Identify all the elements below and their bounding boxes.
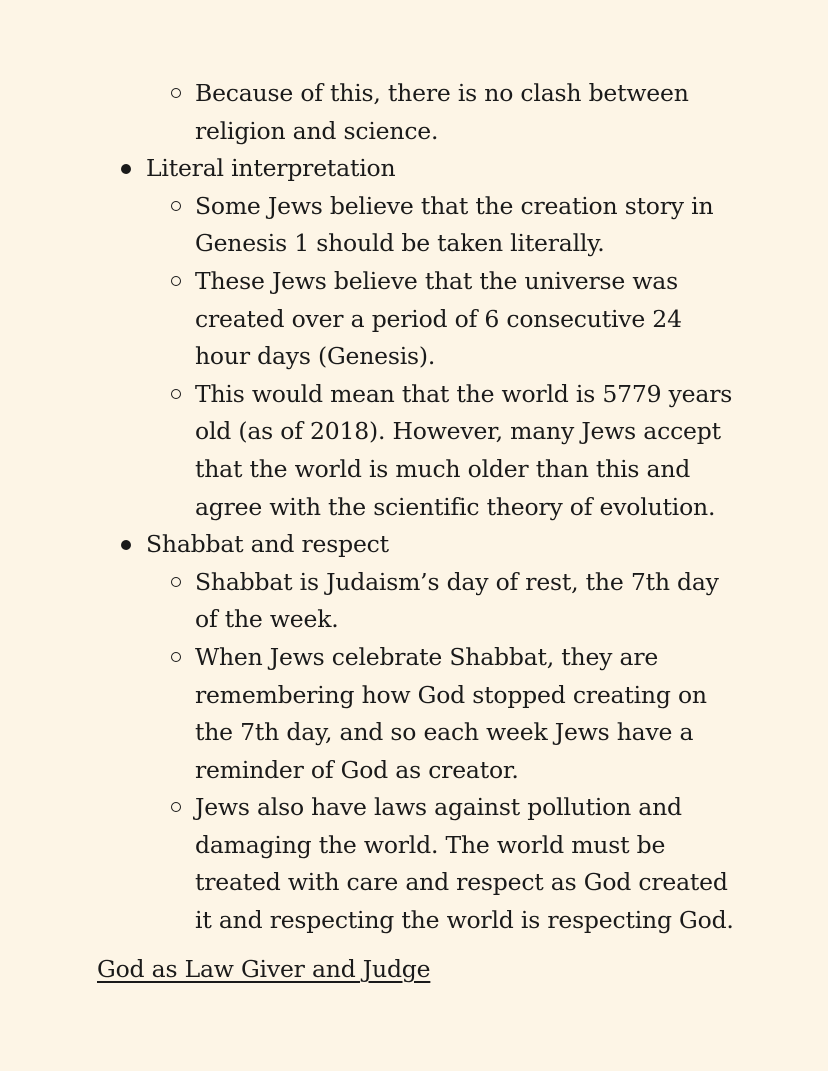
- section-heading: God as Law Giver and Judge: [97, 955, 431, 983]
- sub-list: [146, 188, 746, 526]
- sub-list-item: [146, 263, 735, 376]
- sub-list-item: [146, 789, 735, 939]
- bullet-item-literal-interpretation: [0, 150, 746, 526]
- sub-item-text: These Jews believe that the universe was created over a period of 6 consecutive 24 hour days (Genesis).: [195, 266, 682, 371]
- sub-item-text: This would mean that the world is 5779 years old (as of 2018). However, many Jews accept that the world is much older than this and agree with the scientific theory of evolution.: [195, 379, 733, 521]
- hollow-bullet-icon: [171, 276, 181, 286]
- hollow-bullet-icon: [171, 802, 181, 812]
- hollow-bullet-icon: [171, 389, 181, 399]
- sub-list-item: [146, 376, 735, 526]
- sub-item-text: Jews also have laws against pollution and damaging the world. The world must be treated with care and respect as God created it and respecting the world is respecting God.: [195, 793, 734, 935]
- sub-list-item: [146, 564, 735, 639]
- filled-bullet-icon: [121, 164, 131, 174]
- filled-bullet-icon: [121, 540, 131, 550]
- hollow-bullet-icon: [171, 577, 181, 587]
- bullet-list: [0, 150, 828, 939]
- bullet-label: Literal interpretation: [146, 154, 396, 183]
- hollow-bullet-icon: [171, 652, 181, 662]
- sub-item-text: Because of this, there is no clash between religion and science.: [195, 79, 689, 145]
- sub-list-item: [146, 188, 735, 263]
- sub-list-item: [146, 639, 735, 789]
- bullet-item-shabbat-and-respect: [0, 526, 746, 940]
- bullet-label: Shabbat and respect: [146, 530, 389, 559]
- sub-list-item: [0, 75, 695, 150]
- sub-item-text: When Jews celebrate Shabbat, they are remembering how God stopped creating on the 7th day, and so each week Jews have a reminder of God as creator.: [195, 642, 707, 784]
- hollow-bullet-icon: [171, 88, 181, 98]
- sub-item-text: Some Jews believe that the creation story in Genesis 1 should be taken literally.: [195, 191, 714, 258]
- sub-list: [146, 564, 746, 940]
- notes-list: [0, 75, 828, 940]
- hollow-bullet-icon: [171, 201, 181, 211]
- sub-item-text: Shabbat is Judaism’s day of rest, the 7th day of the week.: [195, 567, 719, 634]
